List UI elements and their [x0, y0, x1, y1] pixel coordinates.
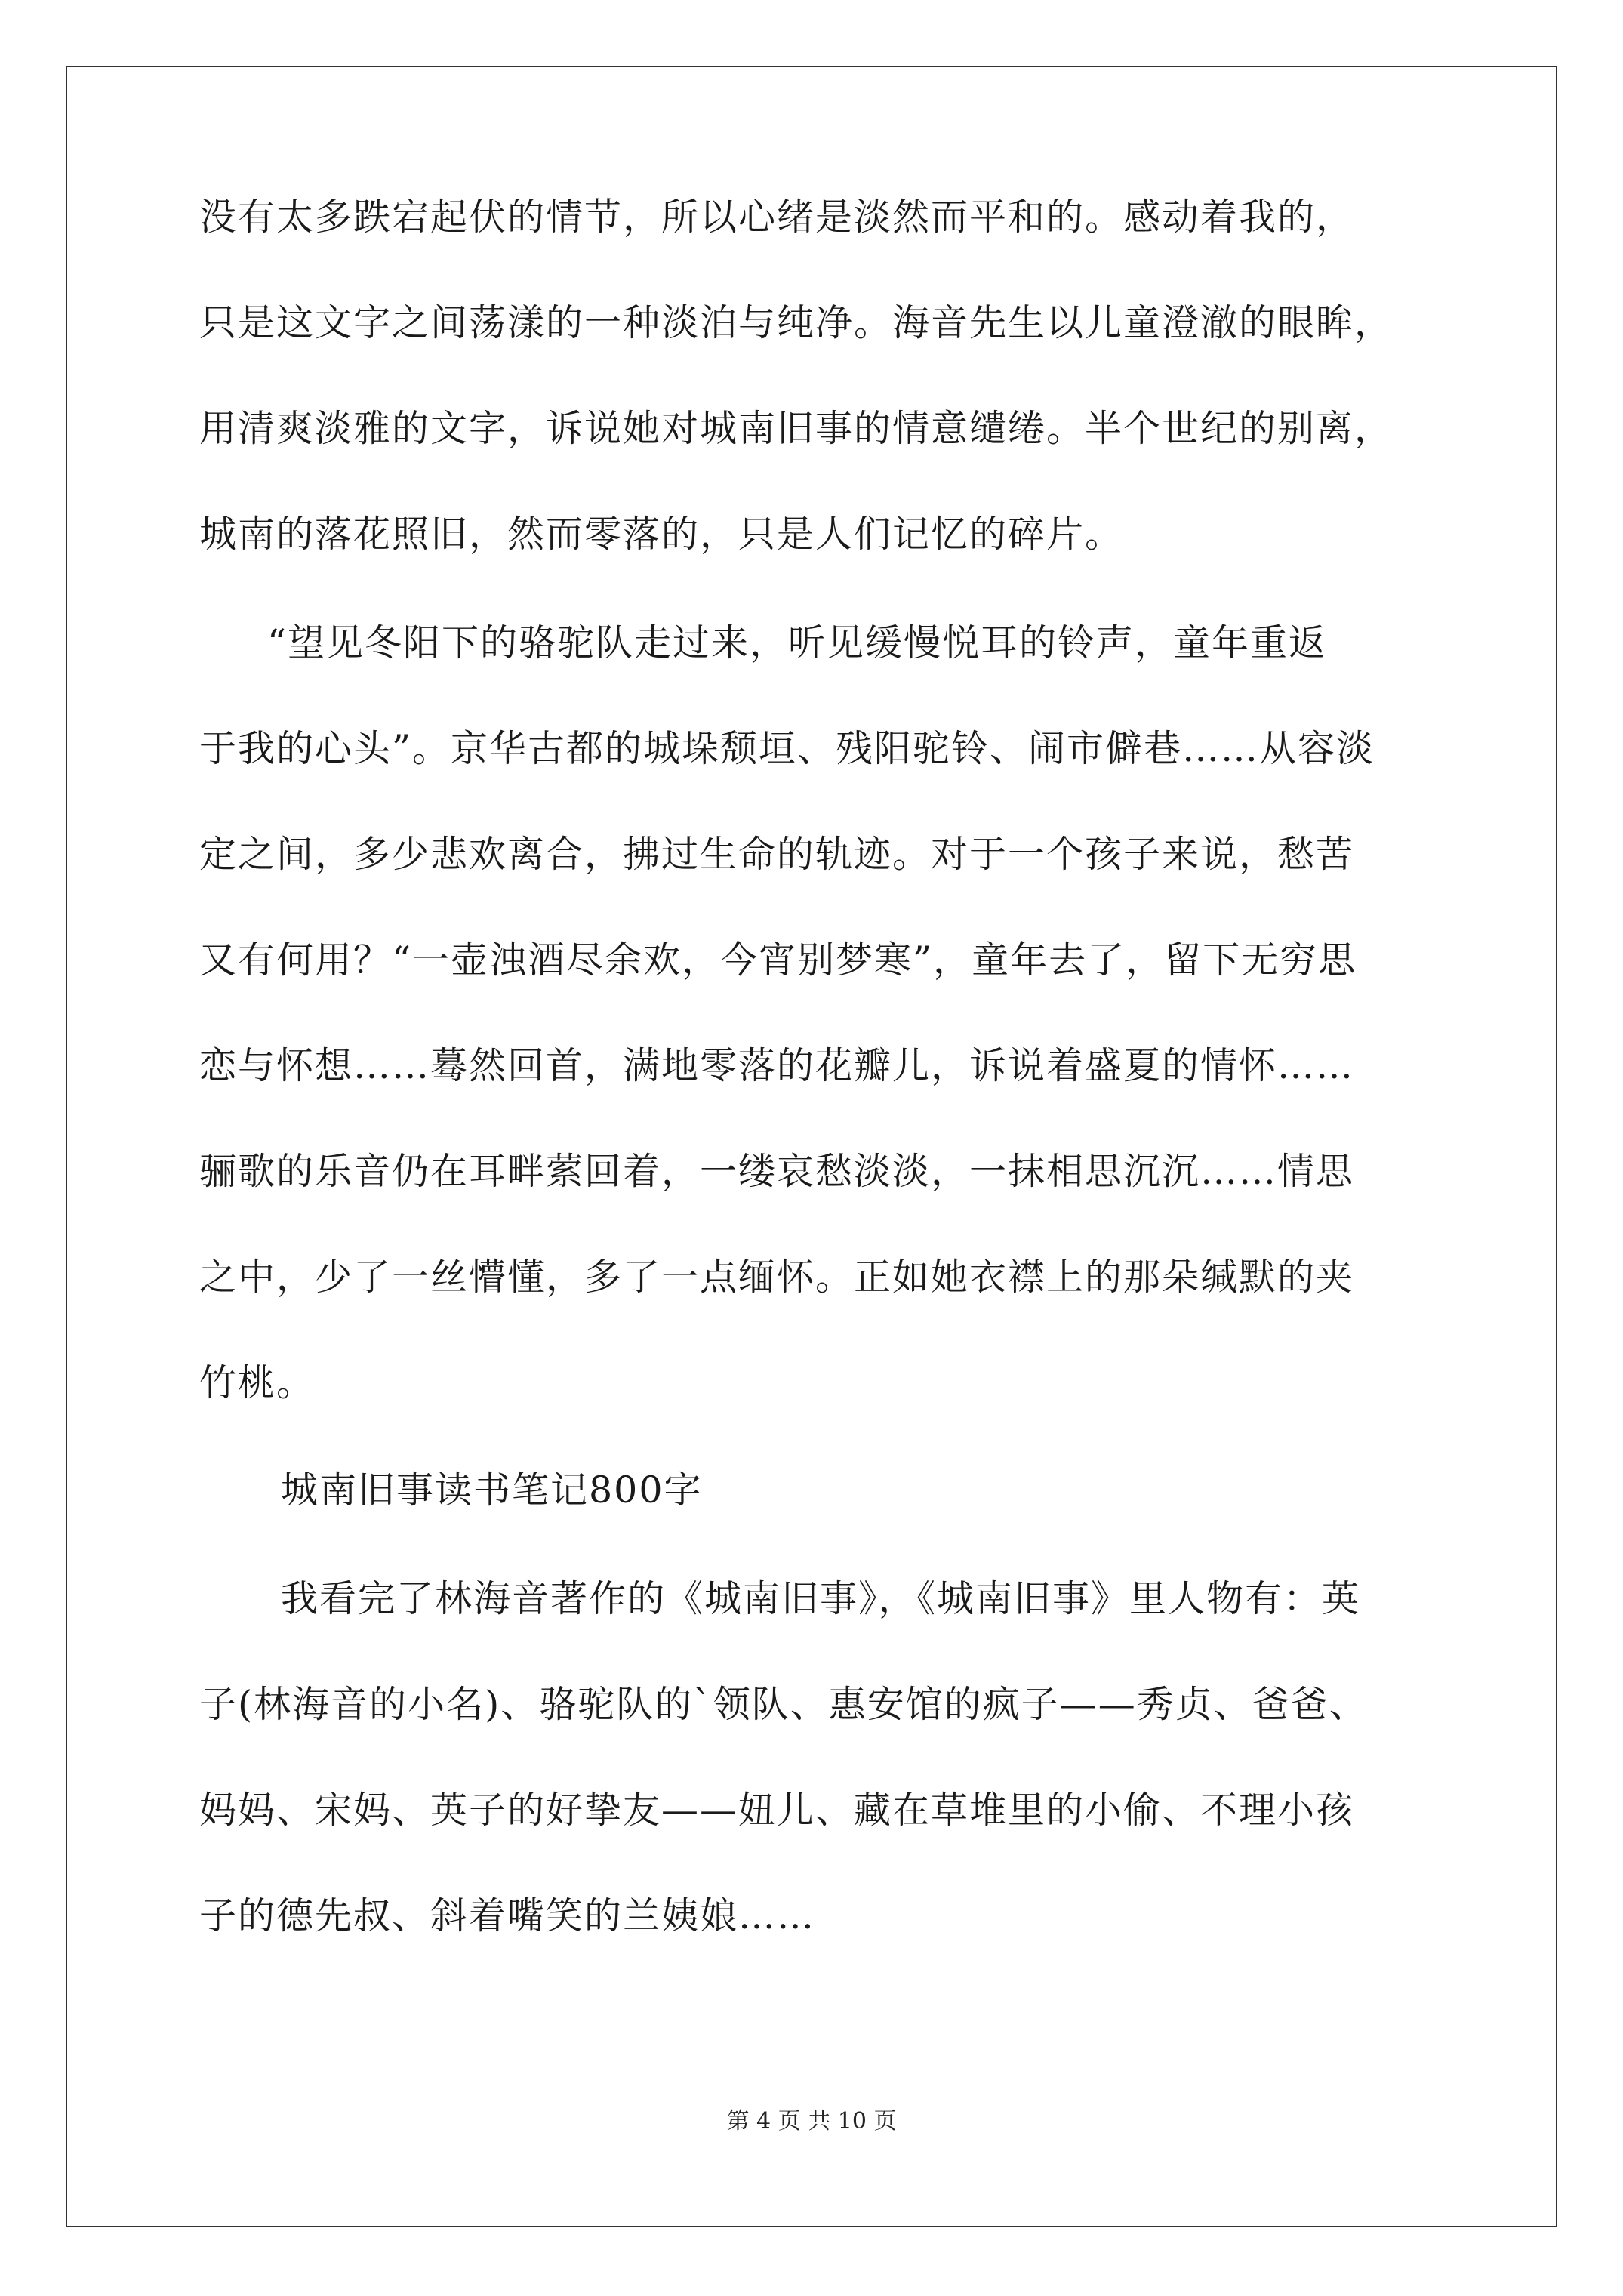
page-footer: 第 4 页 共 10 页 [726, 2108, 897, 2134]
text-line: 用清爽淡雅的文字，诉说她对城南旧事的情意缱绻。半个世纪的别离， [199, 407, 1394, 450]
text-line: 子的德先叔、斜着嘴笑的兰姨娘…… [199, 1894, 816, 1937]
text-line: 定之间，多少悲欢离合，拂过生命的轨迹。对于一个孩子来说，愁苦 [199, 833, 1355, 876]
text-line: 之中，少了一丝懵懂，多了一点缅怀。正如她衣襟上的那朵缄默的夹 [199, 1256, 1355, 1299]
text-line: 恋与怀想……蓦然回首，满地零落的花瓣儿，诉说着盛夏的情怀…… [199, 1044, 1355, 1087]
text-line: 骊歌的乐音仍在耳畔萦回着，一缕哀愁淡淡，一抹相思沉沉……情思 [199, 1150, 1355, 1193]
text-line: 于我的心头”。京华古都的城垛颓垣、残阳驼铃、闹市僻巷……从容淡 [199, 727, 1375, 770]
text-line: “望见冬阳下的骆驼队走过来，听见缓慢悦耳的铃声，童年重返 [267, 621, 1328, 664]
text-line: 只是这文字之间荡漾的一种淡泊与纯净。海音先生以儿童澄澈的眼眸， [199, 301, 1394, 344]
text-line: 妈妈、宋妈、英子的好挚友——妞儿、藏在草堆里的小偷、不理小孩 [199, 1789, 1355, 1832]
text-line: 没有太多跌宕起伏的情节，所以心绪是淡然而平和的。感动着我的， [199, 196, 1355, 239]
section-heading: 城南旧事读书笔记800字 [281, 1469, 703, 1512]
text-line: 城南的落花照旧，然而零落的，只是人们记忆的碎片。 [199, 513, 1124, 556]
text-line: 竹桃。 [199, 1361, 316, 1404]
text-line: 我看完了林海音著作的《城南旧事》，《城南旧事》里人物有：英 [281, 1577, 1361, 1620]
text-line: 子(林海音的小名)、骆驼队的`领队、惠安馆的疯子——秀贞、爸爸、 [199, 1683, 1368, 1726]
text-line: 又有何用？“一壶浊酒尽余欢，今宵别梦寒”，童年去了，留下无穷思 [199, 938, 1357, 982]
